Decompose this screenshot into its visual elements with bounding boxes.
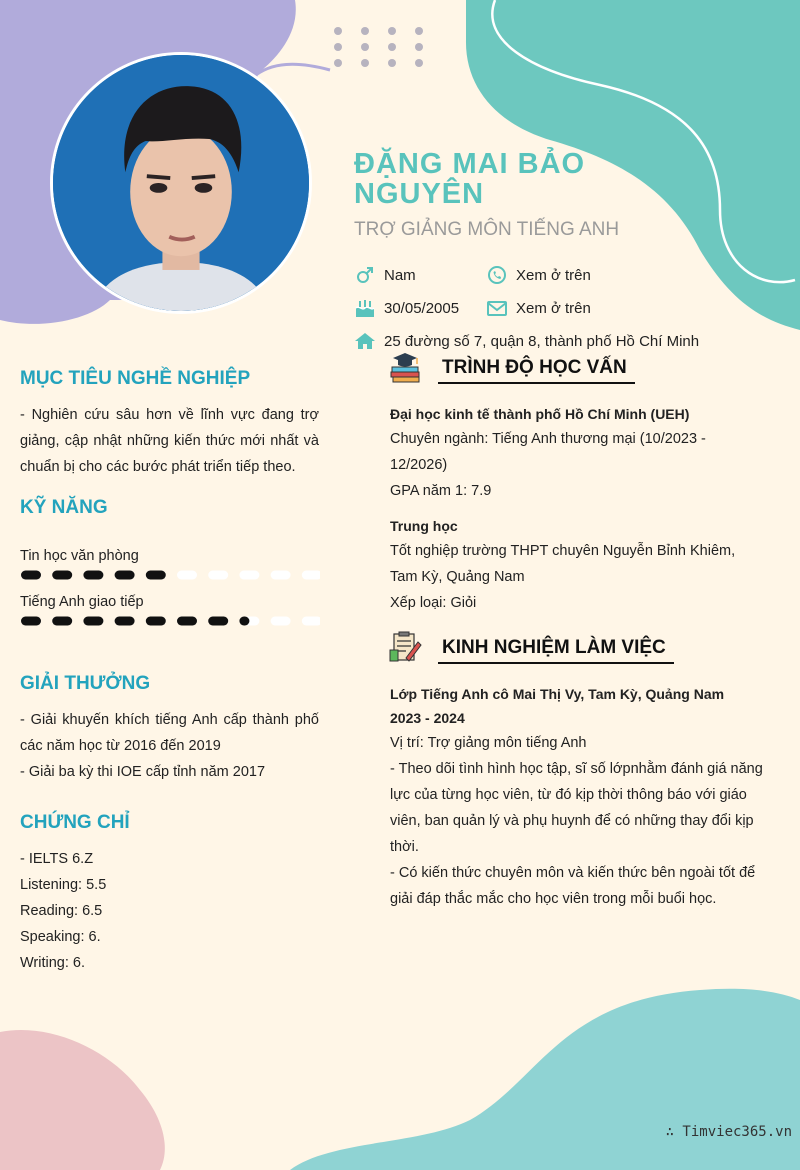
- certificate-listening: Listening: 5.5: [20, 877, 107, 893]
- awards-title: GIẢI THƯỞNG: [20, 673, 151, 694]
- experience-period: 2023 - 2024: [390, 710, 465, 726]
- experience-duty-1: - Theo dõi tình hình học tập, sĩ số lớpnhằm đánh giá năng lực của từng học viên, từ đó kịp thời thông báo với giáo viên, ban quản lý và phụ huynh để có những thay đổi kịp thời.: [390, 761, 763, 855]
- skill-dot: [208, 571, 228, 580]
- experience-duty-2: - Có kiến thức chuyên môn và kiến thức bên ngoài tốt để giải đáp thắc mắc cho học viên trong mỗi buổi học.: [390, 865, 756, 907]
- certificate-speaking: Speaking: 6.: [20, 929, 101, 945]
- phone-value: Xem ở trên: [516, 266, 591, 284]
- skill-dot: [177, 571, 197, 580]
- education-rank: Xếp loại: Giỏi: [390, 595, 477, 611]
- skill-rating-english: [20, 615, 320, 627]
- birthday-value: 30/05/2005: [384, 299, 460, 317]
- experience-icon: [388, 630, 422, 664]
- skill-dot-filled: [208, 617, 228, 626]
- candidate-name: ĐẶNG MAI BẢO NGUYÊN: [354, 148, 586, 210]
- skill-dot-filled: [146, 617, 166, 626]
- education-school-2: Trung học: [390, 518, 458, 534]
- education-major: Chuyên ngành: Tiếng Anh thương mại (10/2023 - 12/2026): [390, 431, 706, 473]
- skill-dot: [239, 571, 259, 580]
- skill-dot-filled: [52, 617, 72, 626]
- awards-line-1: - Giải khuyến khích tiếng Anh cấp thành phố các năm học từ 2016 đến 2019: [20, 712, 319, 754]
- info-gender: [354, 264, 416, 286]
- phone-icon: [486, 264, 508, 286]
- experience-company: Lớp Tiếng Anh cô Mai Thị Vy, Tam Kỳ, Quảng Nam: [390, 686, 725, 702]
- skill-dot: [302, 571, 320, 580]
- skill-dot: [271, 571, 291, 580]
- info-birthday: [354, 297, 459, 319]
- skills-title: KỸ NĂNG: [20, 497, 108, 518]
- certificates-title: CHỨNG CHỈ: [20, 812, 130, 833]
- awards-line-2: - Giải ba kỳ thi IOE cấp tỉnh năm 2017: [20, 764, 266, 780]
- home-icon: [354, 330, 376, 352]
- education-icon: [388, 350, 422, 384]
- skill-dot-filled: [21, 617, 41, 626]
- education-header: [388, 350, 635, 384]
- footer-brand: ∴ Timviec365.vn: [665, 1124, 792, 1140]
- certificate-ielts: - IELTS 6.Z: [20, 851, 94, 867]
- skill-dot-filled: [177, 617, 197, 626]
- experience-position: Vị trí: Trợ giảng môn tiếng Anh: [390, 735, 587, 751]
- education-graduated: Tốt nghiệp trường THPT chuyên Nguyễn Bỉnh Khiêm, Tam Kỳ, Quảng Nam: [390, 543, 736, 585]
- certificate-writing: Writing: 6.: [20, 955, 86, 971]
- candidate-role: TRỢ GIẢNG MÔN TIẾNG ANH: [354, 219, 620, 240]
- skill-dot-filled: [115, 571, 135, 580]
- objective-text: - Nghiên cứu sâu hơn về lĩnh vực đang trợ giảng, cập nhật những kiến thức mới nhất và chuẩn bị cho các bước phát triển tiếp theo.: [20, 407, 319, 475]
- gender-value: Nam: [384, 266, 416, 284]
- skill-dot: [271, 617, 291, 626]
- skill-label-english: Tiếng Anh giao tiếp: [20, 594, 144, 610]
- skill-dot-filled: [115, 617, 135, 626]
- skill-rating-office: [20, 569, 320, 581]
- objective-title: MỤC TIÊU NGHỀ NGHIỆP: [20, 368, 251, 389]
- experience-title: KINH NGHIỆM LÀM VIỆC: [438, 637, 674, 664]
- skill-dot-filled: [239, 617, 249, 626]
- skill-label-office: Tin học văn phòng: [20, 548, 139, 564]
- experience-header: [388, 630, 674, 664]
- profile-photo: [50, 52, 312, 314]
- gender-icon: [354, 264, 376, 286]
- skill-dot: [302, 617, 320, 626]
- certificate-reading: Reading: 6.5: [20, 903, 103, 919]
- birthday-icon: [354, 297, 376, 319]
- address-value: 25 đường số 7, quận 8, thành phố Hồ Chí Minh: [384, 332, 700, 350]
- email-icon: [486, 297, 508, 319]
- education-gpa: GPA năm 1: 7.9: [390, 483, 492, 499]
- info-phone: [486, 264, 591, 286]
- email-value: Xem ở trên: [516, 299, 591, 317]
- info-email: [486, 297, 591, 319]
- skill-dot-filled: [52, 571, 72, 580]
- info-address: [354, 330, 699, 352]
- skill-dot-filled: [83, 571, 103, 580]
- education-title: TRÌNH ĐỘ HỌC VẤN: [438, 357, 635, 384]
- skill-dot-filled: [83, 617, 103, 626]
- skill-dot-filled: [21, 571, 41, 580]
- education-school-1: Đại học kinh tế thành phố Hồ Chí Minh (UEH): [390, 406, 690, 422]
- skill-dot-filled: [146, 571, 166, 580]
